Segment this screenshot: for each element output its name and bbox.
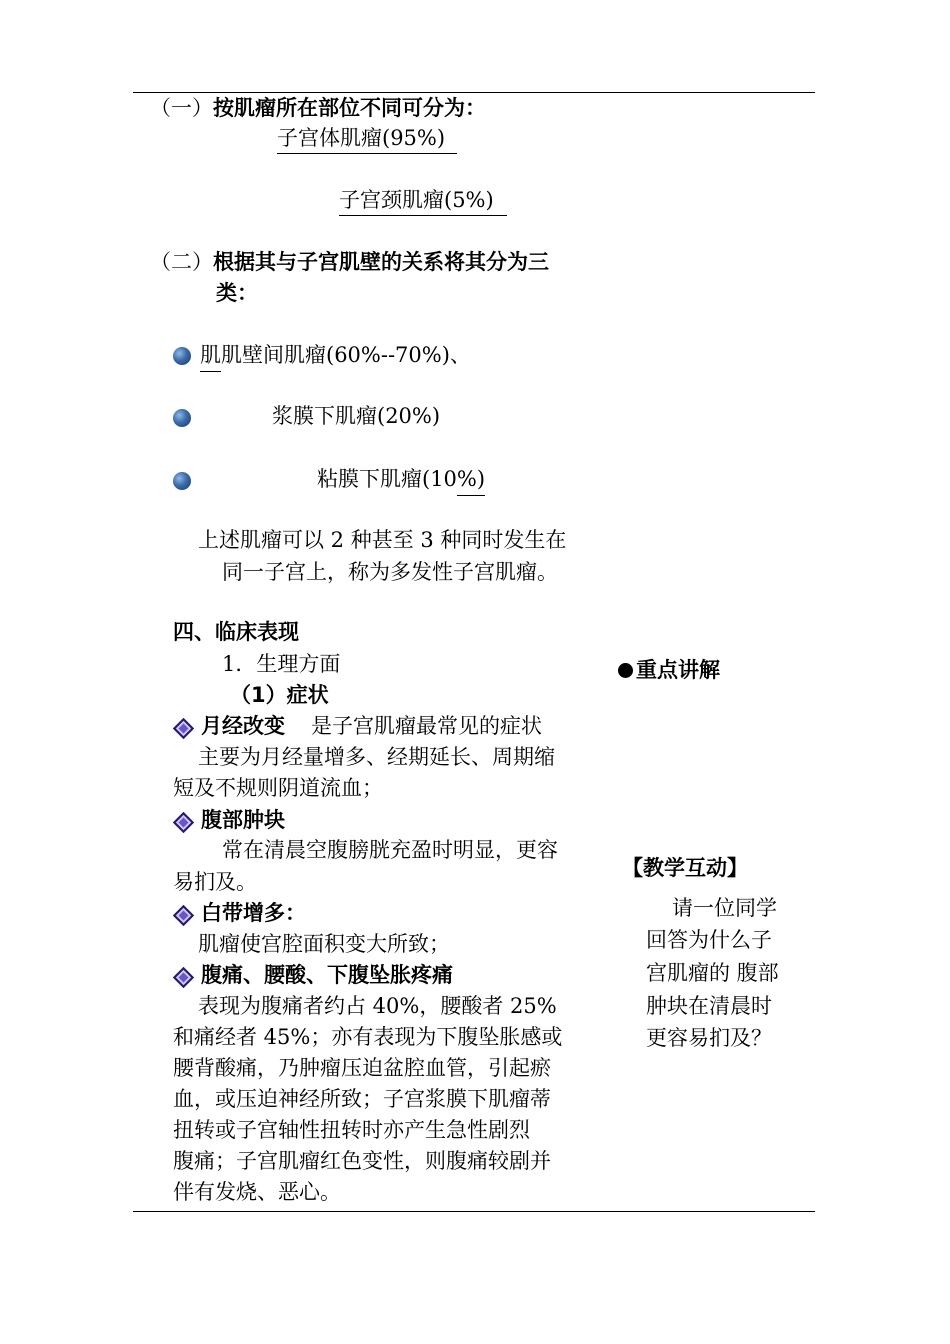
abdominal-mass-body-line1: 常在清晨空腹膀胱充盈时明显，更容	[222, 838, 558, 862]
diamond-bullet-icon	[173, 718, 194, 739]
section2-heading-line1: 根据其与子宫肌壁的关系将其分为三	[213, 250, 549, 274]
section2-heading	[150, 252, 549, 273]
top-rule	[133, 92, 815, 93]
abdominal-mass-body-line2: 易扪及。	[173, 870, 257, 894]
interaction-question-line: 宫肌瘤的 腹部	[646, 961, 779, 985]
intramural-fibroid-label: 肌壁间肌瘤(60%--70%)、	[221, 343, 471, 367]
cervical-fibroid-item: 子宫颈肌瘤(5%)	[339, 190, 507, 216]
submucosal-fibroid-item	[317, 469, 485, 490]
bullet-ball-icon	[173, 409, 191, 427]
intramural-first-char: 肌	[200, 343, 221, 372]
interaction-question-line: 肿块在清晨时	[646, 994, 772, 1018]
subserosal-fibroid-item: 浆膜下肌瘤(20%)	[272, 404, 441, 428]
interaction-question-line: 回答为什么子	[646, 928, 772, 952]
section2-heading-prefix: （二）	[150, 250, 213, 274]
multiple-fibroid-note-line2: 同一子宫上，称为多发性子宫肌瘤。	[222, 560, 558, 584]
menses-change-tail: 是子宫肌瘤最常见的症状	[311, 714, 542, 738]
section1-heading-prefix: （一）	[150, 96, 213, 120]
section2-heading-line2: 类：	[216, 281, 258, 305]
menses-change-body-line1: 主要为月经量增多、经期延长、周期缩	[198, 745, 555, 769]
key-point-text: 重点讲解	[636, 658, 720, 682]
section1-heading-text: 按肌瘤所在部位不同可分为：	[213, 96, 486, 120]
intramural-fibroid-item	[200, 345, 471, 366]
black-dot-icon	[618, 663, 633, 678]
leukorrhea-body: 肌瘤使宫腔面积变大所致；	[198, 932, 450, 956]
bottom-rule	[133, 1211, 815, 1212]
interaction-question-line: 请一位同学	[672, 896, 777, 920]
menses-change-body-line2: 短及不规则阴道流血；	[173, 776, 383, 800]
diamond-bullet-icon	[173, 905, 194, 926]
abdominal-pain-line: 血，或压迫神经所致；子宫浆膜下肌瘤蒂	[173, 1087, 551, 1111]
menses-change-line	[201, 716, 542, 737]
leukorrhea-title: 白带增多：	[201, 901, 306, 925]
abdominal-mass-title: 腹部肿块	[201, 808, 285, 832]
submucosal-fibroid-label: 粘膜下肌瘤(10	[317, 467, 457, 491]
symptoms-subheading: （1）症状	[230, 683, 329, 707]
uterine-body-fibroid-item: 子宫体肌瘤(95%)	[277, 128, 457, 154]
diamond-bullet-icon	[173, 812, 194, 833]
abdominal-pain-line: 腰背酸痛，乃肿瘤压迫盆腔血管，引起瘀	[173, 1056, 551, 1080]
clinical-manifestation-heading: 四、临床表现	[173, 620, 299, 644]
abdominal-pain-line: 表现为腹痛者约占 40%，腰酸者 25%	[198, 994, 557, 1018]
abdominal-pain-line: 腹痛；子宫肌瘤红色变性，则腹痛较剧并	[173, 1149, 551, 1173]
teaching-interaction-title: 【教学互动】	[622, 856, 748, 880]
abdominal-pain-line: 伴有发烧、恶心。	[173, 1180, 341, 1204]
bullet-ball-icon	[173, 472, 191, 490]
section1-heading	[150, 98, 486, 119]
abdominal-pain-line: 和痛经者 45%；亦有表现为下腹坠胀感或	[173, 1025, 563, 1049]
bullet-ball-icon	[173, 347, 191, 365]
interaction-question-line: 更容易扪及？	[646, 1026, 772, 1050]
multiple-fibroid-note-line1: 上述肌瘤可以 2 种甚至 3 种同时发生在	[198, 528, 567, 552]
physiological-subheading: 1．生理方面	[222, 652, 341, 676]
abdominal-pain-line: 扭转或子宫轴性扭转时亦产生急性剧烈	[173, 1118, 530, 1142]
diamond-bullet-icon	[173, 967, 194, 988]
submucosal-fibroid-tail: %)	[457, 467, 485, 496]
key-point-label	[618, 660, 720, 681]
abdominal-pain-title: 腹痛、腰酸、下腹坠胀疼痛	[201, 963, 453, 987]
menses-change-title: 月经改变	[201, 714, 285, 738]
